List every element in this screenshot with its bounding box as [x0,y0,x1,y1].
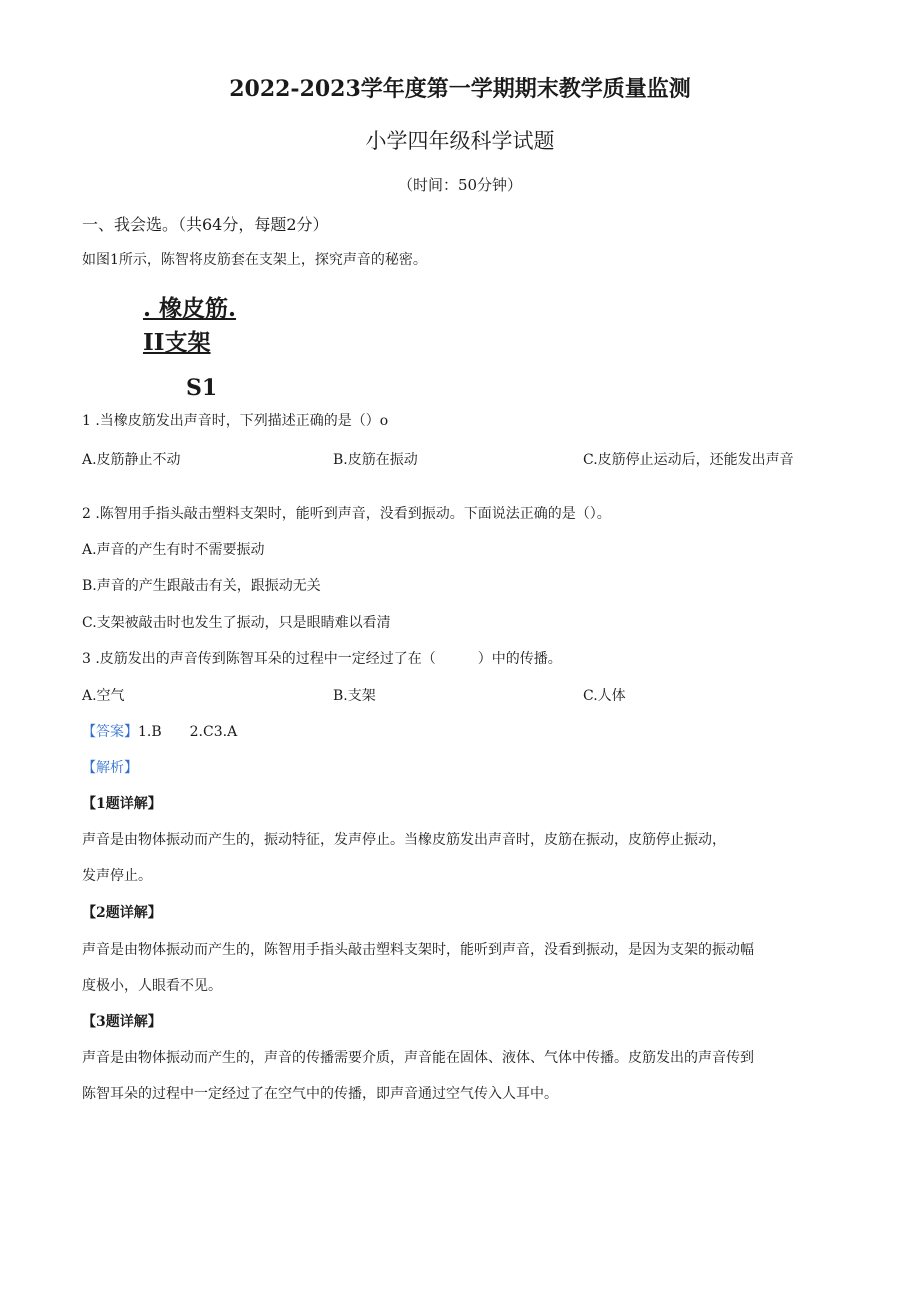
figure-label-text: 橡皮筋 [159,295,229,322]
question-2-option-a: A.声音的产生有时不需要振动 [82,542,265,558]
analysis-tag: 【解析】 [82,760,138,776]
question-1-option-a: A.皮筋静止不动 [82,452,181,468]
analysis-1-heading: 【1题详解】 [82,796,162,812]
figure-label-rubber-band [143,290,236,323]
analysis-1-line-2: 发声停止。 [82,868,152,884]
page-title: 2022-2023学年度第一学期期末教学质量监测 [229,76,691,102]
section-intro: 如图1所示，陈智将皮筋套在支架上，探究声音的秘密。 [82,252,427,268]
section-heading: 一、我会选。（共64分，每题2分） [82,215,329,234]
question-2-option-c: C.支架被敲击时也发生了振动，只是眼睛难以看清 [82,615,391,631]
question-3-option-b: B.支架 [333,688,376,704]
question-1-stem: 1 .当橡皮筋发出声音时，下列描述正确的是（）o [82,413,389,429]
question-2-option-b: B.声音的产生跟敲击有关，跟振动无关 [82,578,321,594]
question-1-option-b: B.皮筋在振动 [333,452,418,468]
figure-label-text: 支架 [164,329,211,356]
analysis-1-line-1: 声音是由物体振动而产生的，振动特征，发声停止。当橡皮筋发出声音时，皮筋在振动，皮筋停止振动， [82,832,726,848]
figure-caption: S1 [186,375,218,401]
answer-line [82,721,237,741]
figure-label-prefix: . [143,295,160,322]
question-2-stem: 2 .陈智用手指头敲击塑料支架时，能听到声音，没看到振动。下面说法正确的是（）。 [82,506,611,522]
answer-tag: 【答案】 [82,724,138,740]
analysis-2-line-2: 度极小，人眼看不见。 [82,978,222,994]
analysis-2-heading: 【2题详解】 [82,905,162,921]
exam-time: （时间：50分钟） [397,176,523,194]
analysis-3-line-1: 声音是由物体振动而产生的，声音的传播需要介质，声音能在固体、液体、气体中传播。皮筋发出的声音传到 [82,1050,754,1066]
page-subtitle: 小学四年级科学试题 [365,129,555,153]
question-3-option-a: A.空气 [82,688,125,704]
analysis-3-heading: 【3题详解】 [82,1014,162,1030]
figure-label-suffix: . [228,295,237,322]
question-1-option-c: C.皮筋停止运动后，还能发出声音 [583,452,794,468]
analysis-3-line-2: 陈智耳朵的过程中一定经过了在空气中的传播，即声音通过空气传入人耳中。 [82,1086,558,1102]
analysis-2-line-1: 声音是由物体振动而产生的，陈智用手指头敲击塑料支架时，能听到声音，没看到振动，是因为支架的振动幅 [82,942,754,958]
question-3-option-c: C.人体 [583,688,626,704]
question-3-stem: 3 .皮筋发出的声音传到陈智耳朵的过程中一定经过了在（ ）中的传播。 [82,651,562,667]
answer-text: 1.B 2.C3.A [138,724,238,740]
figure-label-stand [143,324,211,357]
figure-label-prefix: II [143,329,165,356]
